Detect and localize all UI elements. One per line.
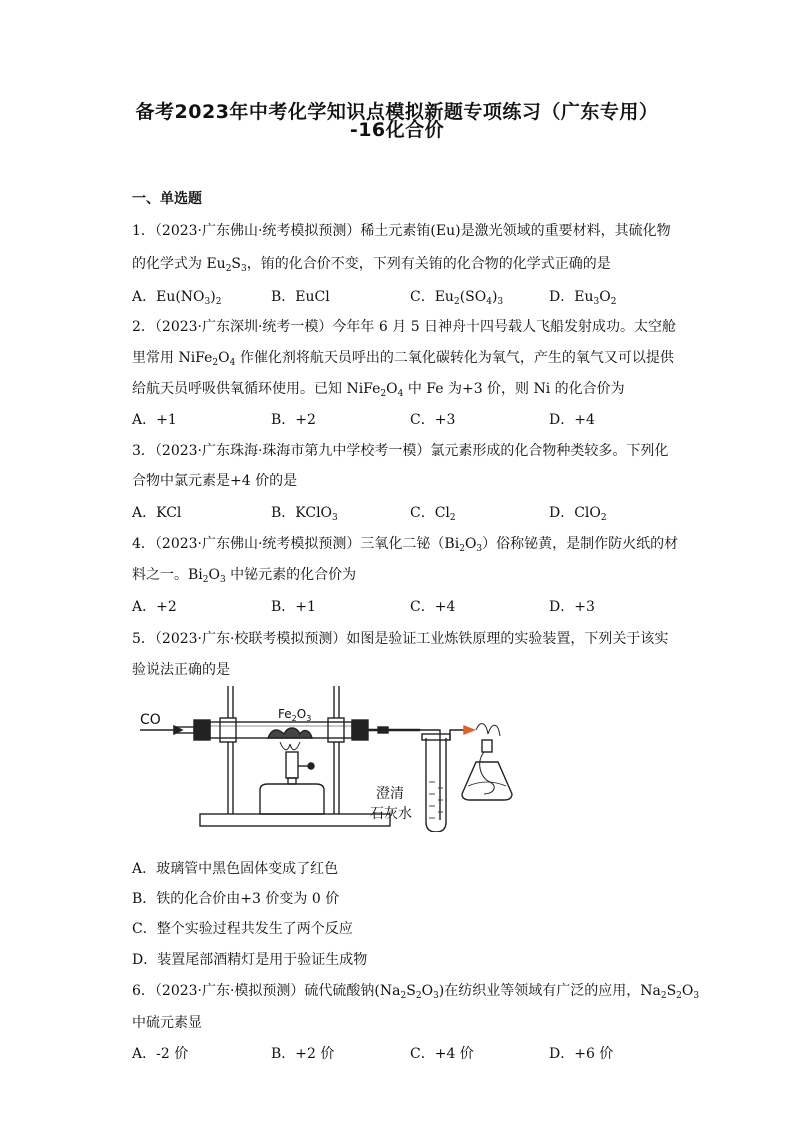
text-segment: C．Cl xyxy=(410,505,450,521)
section-heading: 一、单选题 xyxy=(132,191,202,207)
text-segment: O xyxy=(599,289,611,305)
text-segment: 2 xyxy=(660,991,667,1001)
delivery-tube xyxy=(420,730,440,820)
text-segment: A．+2 xyxy=(132,599,177,615)
text-segment: B．EuCl xyxy=(271,289,330,305)
question-3-option-A[interactable] xyxy=(132,502,181,522)
text-segment: O xyxy=(218,350,230,366)
text-segment: 2 xyxy=(676,991,682,1001)
question-4-option-B[interactable] xyxy=(271,596,316,616)
question-5-line xyxy=(132,628,668,648)
text-segment: A．玻璃管中黑色固体变成了红色 xyxy=(132,861,339,877)
text-segment: A．+1 xyxy=(132,412,177,428)
text-segment: 2 xyxy=(600,513,607,523)
limewater-label-line2: 石灰水 xyxy=(370,806,412,822)
text-segment: 中铋元素的化合价为 xyxy=(225,567,357,583)
question-4-line xyxy=(132,533,678,553)
text-segment: B．+2 xyxy=(271,412,316,428)
text-segment: 3 xyxy=(693,991,700,1001)
text-segment: 2 xyxy=(453,297,460,307)
limewater-label-line1: 澄清 xyxy=(376,786,404,802)
question-6-line xyxy=(132,980,699,1000)
text-segment: 给航天员呼吸供氧循环使用。已知 NiFe xyxy=(132,381,381,397)
text-segment: D．Eu xyxy=(549,289,594,305)
fe2o3-powder xyxy=(268,728,312,738)
text-segment: 6．（2023·广东·模拟预测）硫代硫酸钠(Na xyxy=(132,983,401,999)
question-3-option-C[interactable] xyxy=(410,502,456,522)
question-3-option-B[interactable] xyxy=(271,502,338,522)
text-segment: 中硫元素显 xyxy=(132,1015,202,1031)
question-6-option-B[interactable] xyxy=(271,1043,334,1063)
question-2-option-B[interactable] xyxy=(271,409,316,429)
co-label: CO xyxy=(140,712,161,728)
text-segment: 中 Fe 为+3 价，则 Ni 的化合价为 xyxy=(403,381,625,397)
text-segment: D．+4 xyxy=(549,412,595,428)
text-segment: 1．（2023·广东佛山·统考模拟预测）稀土元素铕(Eu)是激光领域的重要材料，其硫化物 xyxy=(132,223,671,239)
text-segment: A．Eu(NO xyxy=(132,289,205,305)
text-segment: 料之一。Bi xyxy=(132,567,203,583)
text-segment: 4．（2023·广东佛山·统考模拟预测）三氧化二铋（Bi xyxy=(132,536,460,552)
text-segment: 3 xyxy=(204,297,211,307)
question-3-line xyxy=(132,440,668,460)
question-2-line xyxy=(132,378,625,398)
question-1-line xyxy=(132,220,671,240)
question-6-option-A[interactable] xyxy=(132,1043,188,1063)
text-segment: O xyxy=(421,983,434,999)
text-segment: 2 xyxy=(459,544,465,554)
text-segment: B．铁的化合价由+3 价变为 0 价 xyxy=(132,891,340,907)
exhaust-flame xyxy=(464,726,474,734)
text-segment: 的化学式为 Eu xyxy=(132,256,226,272)
question-4-line xyxy=(132,564,356,584)
iron-smelting-apparatus-figure xyxy=(138,682,678,836)
text-segment: 2 xyxy=(400,991,407,1001)
text-segment: 作催化剂将航天员呼出的二氧化碳转化为氧气，产生的氧气又可以提供 xyxy=(235,350,674,366)
text-segment: ）俗称铋黄，是制作防火纸的材 xyxy=(482,536,679,552)
page-subtitle: -16化合价 xyxy=(349,119,445,141)
question-5-option-D[interactable] xyxy=(132,949,367,969)
exhaust-tube xyxy=(450,730,464,740)
question-2-line xyxy=(132,347,674,367)
text-segment: 2．（2023·广东深圳·统考一模）今年年 6 月 5 日神舟十四号载人飞船发射成功。太空舱 xyxy=(132,319,677,335)
question-3-line xyxy=(132,470,297,490)
text-segment: O xyxy=(208,567,220,583)
question-6-line xyxy=(132,1012,202,1032)
text-segment: O xyxy=(681,983,694,999)
text-segment: S xyxy=(666,983,677,999)
text-segment: C．+4 价 xyxy=(410,1046,474,1062)
text-segment: 4 xyxy=(397,389,404,399)
alcohol-lamp-body xyxy=(260,784,324,814)
text-segment: 2 xyxy=(215,297,222,307)
text-segment: C．+4 xyxy=(410,599,456,615)
text-segment: 里常用 NiFe xyxy=(132,350,213,366)
fe2o3-label: $Fe_2O_3$ xyxy=(278,707,312,723)
tail-lamp-flame xyxy=(476,724,500,736)
text-segment: 5．（2023·广东·校联考模拟预测）如图是验证工业炼铁原理的实验装置，下列关于该实 xyxy=(132,631,669,647)
question-6-option-D[interactable] xyxy=(549,1043,613,1063)
question-6-option-C[interactable] xyxy=(410,1043,474,1063)
text-segment: ) xyxy=(210,289,216,305)
question-1-option-B[interactable] xyxy=(271,286,330,306)
text-segment: 2 xyxy=(202,575,209,585)
question-5-option-A[interactable] xyxy=(132,858,338,878)
text-segment: 3 xyxy=(241,264,247,274)
text-segment: D．+3 xyxy=(549,599,595,615)
text-segment: 3．（2023·广东珠海·珠海市第九中学校考一模）氯元素形成的化合物种类较多。下列化 xyxy=(132,443,669,459)
question-1-option-D[interactable] xyxy=(549,286,616,306)
text-segment: 2 xyxy=(415,991,422,1001)
question-4-option-A[interactable] xyxy=(132,596,177,616)
text-segment: O xyxy=(464,536,477,552)
text-segment: 3 xyxy=(593,297,600,307)
question-2-option-D[interactable] xyxy=(549,409,595,429)
text-segment: 3 xyxy=(332,513,338,523)
text-segment: O xyxy=(386,381,398,397)
question-2-option-A[interactable] xyxy=(132,409,177,429)
burner-chimney xyxy=(286,752,298,778)
text-segment: B．+1 xyxy=(271,599,316,615)
text-segment: 2 xyxy=(225,264,232,274)
question-1-option-A[interactable] xyxy=(132,286,221,306)
text-segment: 2 xyxy=(449,513,456,523)
text-segment: C．Eu xyxy=(410,289,454,305)
text-segment: 4 xyxy=(229,358,236,368)
text-segment: 3 xyxy=(433,991,439,1001)
question-1-line xyxy=(132,253,611,273)
text-segment: C．整个实验过程共发生了两个反应 xyxy=(132,921,353,937)
text-segment: 验说法正确的是 xyxy=(132,662,230,678)
text-segment: D．装置尾部酒精灯是用于验证生成物 xyxy=(132,952,368,968)
text-segment: 2 xyxy=(380,389,387,399)
text-segment: 2 xyxy=(212,358,219,368)
limewater-liquid xyxy=(429,782,443,818)
apparatus-diagram xyxy=(138,682,678,832)
text-segment: 2 xyxy=(610,297,617,307)
question-5-option-C[interactable] xyxy=(132,918,353,938)
text-segment: D．+6 价 xyxy=(549,1046,614,1062)
text-segment: ，铕的化合价不变，下列有关铕的化合物的化学式正确的是 xyxy=(246,256,611,272)
question-5-option-B[interactable] xyxy=(132,888,339,908)
text-segment: 4 xyxy=(486,297,492,307)
question-2-option-C[interactable] xyxy=(410,409,455,429)
text-segment: ) xyxy=(491,289,498,305)
text-segment: 合物中氯元素是+4 价的是 xyxy=(132,473,298,489)
text-segment: S xyxy=(231,256,242,272)
left-stopper xyxy=(194,720,210,740)
text-segment: D．ClO xyxy=(549,505,601,521)
question-1-option-C[interactable] xyxy=(410,286,503,306)
text-segment: 3 xyxy=(219,575,226,585)
text-segment: A．-2 价 xyxy=(132,1046,189,1062)
text-segment: (SO xyxy=(459,289,487,305)
text-segment: 3 xyxy=(497,297,504,307)
stand-base xyxy=(200,814,390,826)
question-4-option-D[interactable] xyxy=(549,596,595,616)
text-segment: S xyxy=(406,983,416,999)
text-segment: A．KCl xyxy=(132,505,182,521)
text-segment: )在纺织业等领域有广泛的应用，Na xyxy=(438,983,661,999)
right-stopper xyxy=(352,720,368,740)
page-title: 备考2023年中考化学知识点模拟新题专项练习（广东专用） xyxy=(135,101,659,123)
question-4-option-C[interactable] xyxy=(410,596,455,616)
text-segment: 3 xyxy=(476,544,483,554)
text-segment: C．+3 xyxy=(410,412,456,428)
question-3-option-D[interactable] xyxy=(549,502,607,522)
text-segment: B．KClO xyxy=(271,505,333,521)
question-2-line xyxy=(132,316,676,336)
question-5-line xyxy=(132,659,230,679)
text-segment: B．+2 价 xyxy=(271,1046,335,1062)
